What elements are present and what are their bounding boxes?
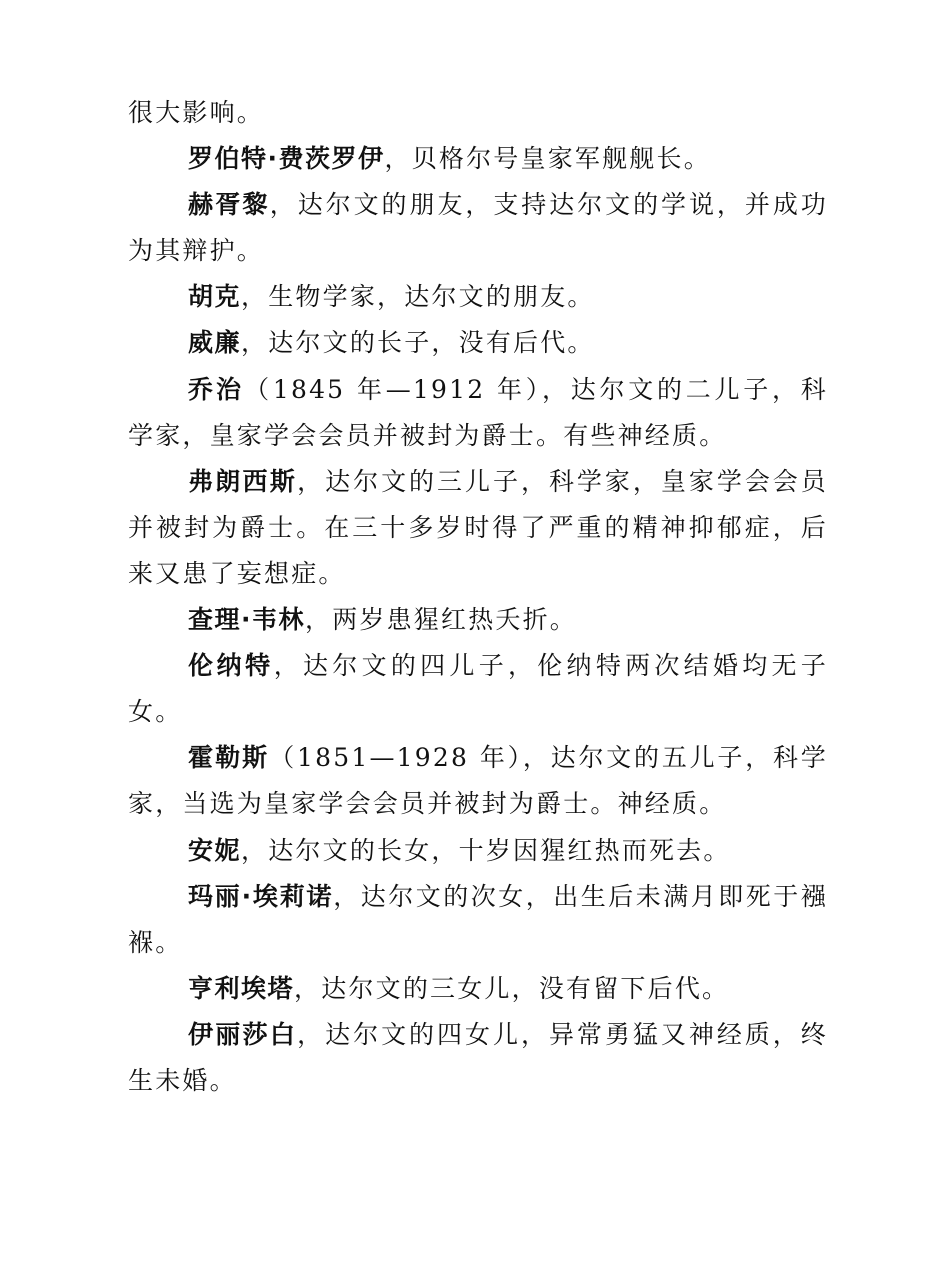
paragraph-continuation bbox=[128, 90, 828, 136]
paragraph-text: ，生物学家，达尔文的朋友。 bbox=[241, 282, 595, 312]
paragraph-annie bbox=[128, 828, 828, 874]
paragraph-text: ，贝格尔号皇家军舰舰长。 bbox=[384, 144, 711, 174]
paragraph-henrietta bbox=[128, 966, 828, 1012]
paragraph-text: ，达尔文的三女儿，没有留下后代。 bbox=[294, 973, 730, 1003]
paragraph-text: ，达尔文的四女儿，异常勇猛又神经质，终生未婚。 bbox=[128, 1019, 828, 1095]
person-name: 查理·韦林 bbox=[188, 605, 305, 635]
paragraph-text: （1851—1928 年），达尔文的五儿子，科学家，当选为皇家学会会员并被封为爵士。神经质。 bbox=[128, 743, 828, 819]
person-name: 乔治 bbox=[188, 374, 245, 404]
person-name: 弗朗西斯 bbox=[188, 466, 298, 496]
person-name: 罗伯特·费茨罗伊 bbox=[188, 144, 385, 174]
paragraph-text: ，达尔文的长女，十岁因猩红热而死去。 bbox=[241, 835, 731, 865]
person-name: 霍勒斯 bbox=[188, 743, 270, 773]
paragraph-hooker bbox=[128, 274, 828, 320]
person-name: 玛丽·埃莉诺 bbox=[188, 881, 334, 911]
person-name: 亨利埃塔 bbox=[188, 973, 295, 1003]
paragraph-text: ，达尔文的三儿子，科学家，皇家学会会员并被封为爵士。在三十多岁时得了严重的精神抑郁症，后来又患了妄想症。 bbox=[128, 466, 828, 588]
paragraph-text: ，两岁患猩红热夭折。 bbox=[305, 605, 578, 635]
paragraph-robert-fitzroy bbox=[128, 136, 828, 182]
paragraph-text: 很大影响。 bbox=[128, 98, 265, 127]
paragraph-text: ，达尔文的长子，没有后代。 bbox=[241, 328, 595, 358]
paragraph-leonard bbox=[128, 643, 828, 735]
person-name: 伦纳特 bbox=[188, 651, 274, 681]
paragraph-william bbox=[128, 320, 828, 366]
person-name: 胡克 bbox=[188, 282, 242, 312]
person-name: 赫胥黎 bbox=[188, 190, 270, 220]
paragraph-huxley bbox=[128, 182, 828, 274]
paragraph-horace bbox=[128, 735, 828, 827]
document-page bbox=[128, 90, 828, 1104]
paragraph-text: ，达尔文的四儿子，伦纳特两次结婚均无子女。 bbox=[128, 651, 828, 727]
person-name: 威廉 bbox=[188, 328, 242, 358]
person-name: 伊丽莎白 bbox=[188, 1019, 298, 1049]
person-name: 安妮 bbox=[188, 835, 242, 865]
paragraph-francis bbox=[128, 459, 828, 597]
paragraph-text: ，达尔文的朋友，支持达尔文的学说，并成功为其辩护。 bbox=[128, 190, 828, 266]
paragraph-george bbox=[128, 367, 828, 459]
paragraph-elizabeth bbox=[128, 1012, 828, 1104]
paragraph-text: ，达尔文的次女，出生后未满月即死于襁褓。 bbox=[128, 881, 828, 957]
paragraph-text: （1845 年—1912 年），达尔文的二儿子，科学家，皇家学会会员并被封为爵士。有些神经质。 bbox=[128, 374, 828, 450]
paragraph-mary-eleanor bbox=[128, 874, 828, 966]
paragraph-charles-waring bbox=[128, 597, 828, 643]
